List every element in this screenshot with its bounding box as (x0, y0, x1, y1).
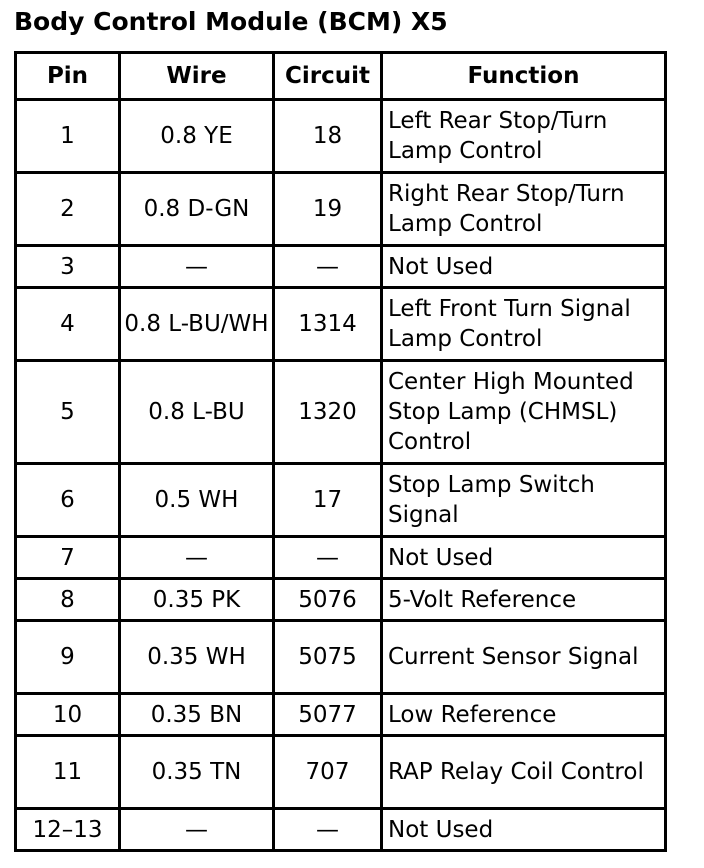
function-cell: Left Front Turn Signal Lamp Control (383, 289, 667, 362)
function-cell: Not Used (383, 247, 667, 289)
wire-cell: 0.35 WH (121, 622, 275, 695)
table-row (17, 465, 667, 538)
function-cell: Not Used (383, 810, 667, 852)
pin-cell: 4 (17, 289, 121, 362)
header-wire: Wire (121, 54, 275, 101)
pin-cell: 1 (17, 101, 121, 174)
circuit-cell: 5076 (275, 580, 383, 622)
circuit-cell: — (275, 810, 383, 852)
circuit-cell: — (275, 538, 383, 580)
table-row (17, 247, 667, 289)
function-cell: Low Reference (383, 695, 667, 737)
function-cell: Current Sensor Signal (383, 622, 667, 695)
wire-cell: 0.35 TN (121, 737, 275, 810)
table-row (17, 810, 667, 852)
pin-cell: 6 (17, 465, 121, 538)
table-row (17, 737, 667, 810)
pinout-table (14, 51, 667, 852)
table-row (17, 101, 667, 174)
circuit-cell: 1320 (275, 362, 383, 465)
pin-cell: 5 (17, 362, 121, 465)
function-cell: Right Rear Stop/Turn Lamp Control (383, 174, 667, 247)
table-header-row (17, 54, 667, 101)
wire-cell: 0.8 D-GN (121, 174, 275, 247)
pin-cell: 8 (17, 580, 121, 622)
wire-cell: 0.8 YE (121, 101, 275, 174)
function-cell: 5-Volt Reference (383, 580, 667, 622)
function-cell: Left Rear Stop/Turn Lamp Control (383, 101, 667, 174)
table-row (17, 538, 667, 580)
table-row (17, 580, 667, 622)
wire-cell: — (121, 247, 275, 289)
table-row (17, 362, 667, 465)
circuit-cell: 5077 (275, 695, 383, 737)
circuit-cell: 17 (275, 465, 383, 538)
pin-cell: 12–13 (17, 810, 121, 852)
table-row (17, 289, 667, 362)
wire-cell: 0.5 WH (121, 465, 275, 538)
pin-cell: 11 (17, 737, 121, 810)
pin-cell: 9 (17, 622, 121, 695)
circuit-cell: 707 (275, 737, 383, 810)
table-row (17, 695, 667, 737)
wire-cell: 0.8 L-BU (121, 362, 275, 465)
wire-cell: — (121, 538, 275, 580)
function-cell: RAP Relay Coil Control (383, 737, 667, 810)
circuit-cell: 1314 (275, 289, 383, 362)
header-pin: Pin (17, 54, 121, 101)
table-row (17, 622, 667, 695)
function-cell: Not Used (383, 538, 667, 580)
pin-cell: 3 (17, 247, 121, 289)
pin-cell: 10 (17, 695, 121, 737)
wire-cell: 0.35 PK (121, 580, 275, 622)
pin-cell: 2 (17, 174, 121, 247)
function-cell: Stop Lamp Switch Signal (383, 465, 667, 538)
wire-cell: 0.35 BN (121, 695, 275, 737)
circuit-cell: — (275, 247, 383, 289)
function-cell: Center High Mounted Stop Lamp (CHMSL) Control (383, 362, 667, 465)
wire-cell: 0.8 L-BU/WH (121, 289, 275, 362)
pin-cell: 7 (17, 538, 121, 580)
wire-cell: — (121, 810, 275, 852)
header-circuit: Circuit (275, 54, 383, 101)
table-row (17, 174, 667, 247)
circuit-cell: 18 (275, 101, 383, 174)
circuit-cell: 5075 (275, 622, 383, 695)
page-title: Body Control Module (BCM) X5 (14, 7, 448, 36)
circuit-cell: 19 (275, 174, 383, 247)
header-function: Function (383, 54, 667, 101)
